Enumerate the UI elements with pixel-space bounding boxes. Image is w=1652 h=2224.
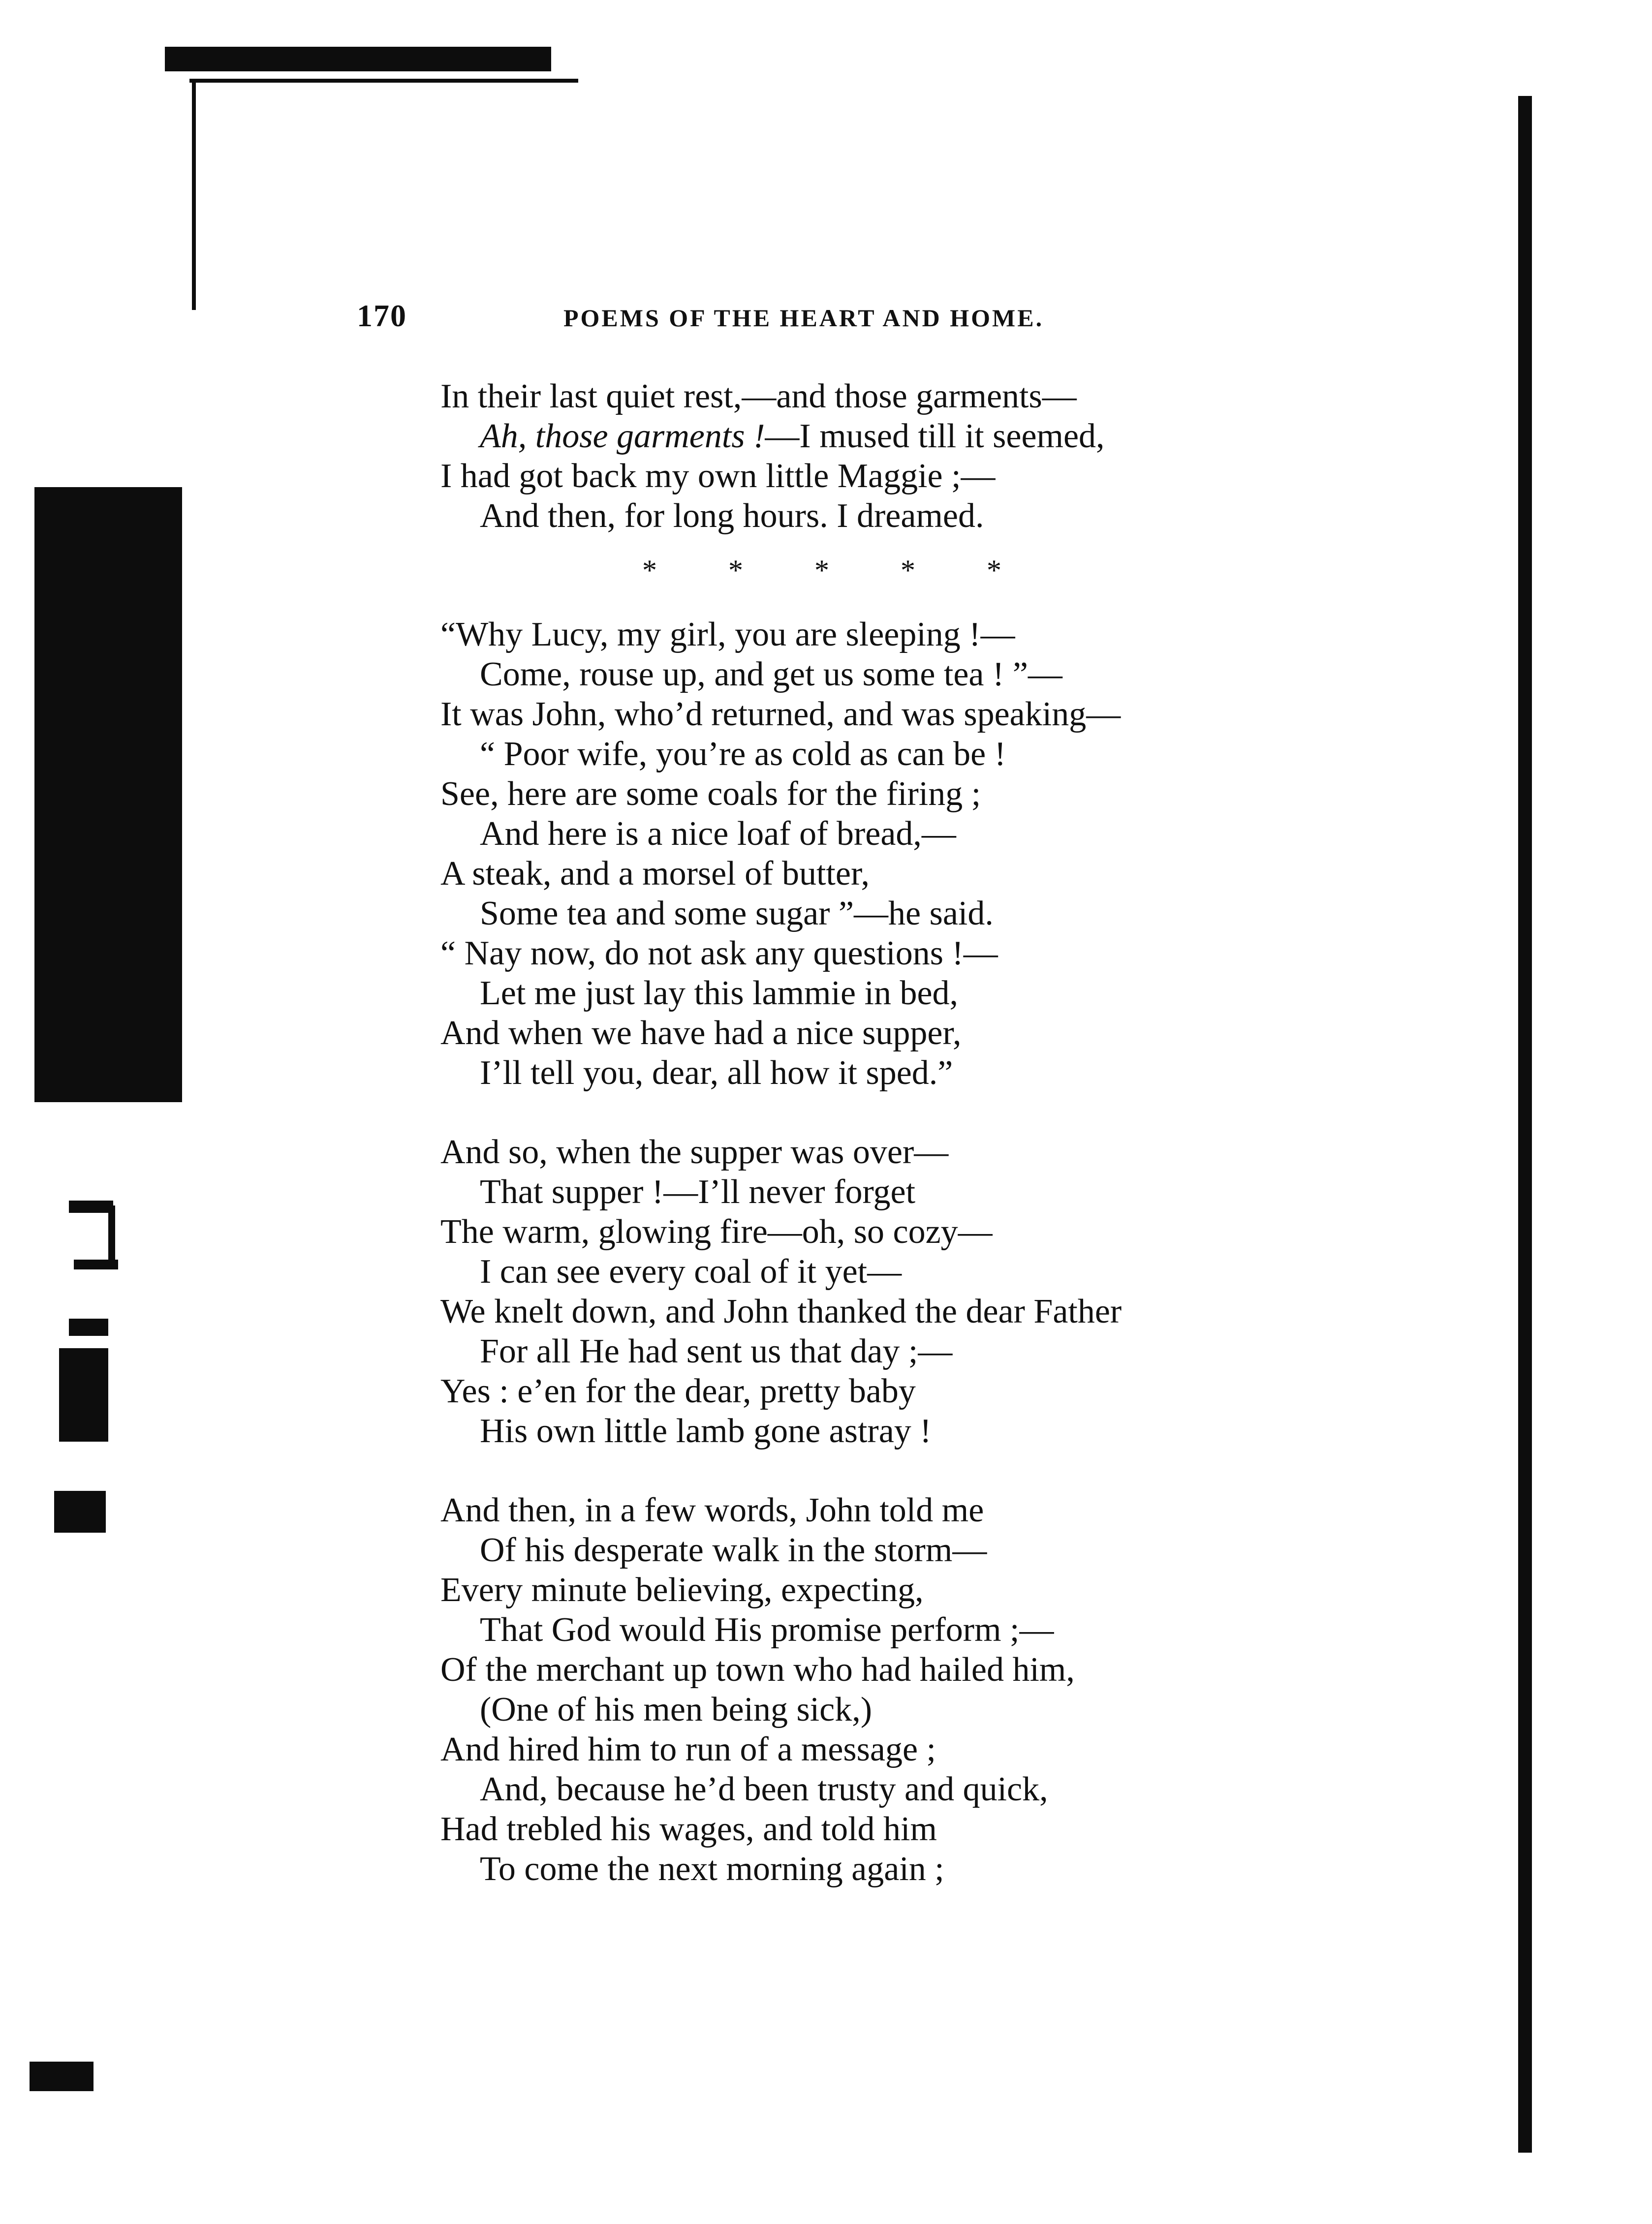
poem-line: And, because he’d been trusty and quick, xyxy=(480,1770,1048,1808)
poem-line: And then, for long hours. I dreamed. xyxy=(480,497,984,535)
section-break xyxy=(440,536,1375,615)
poem-line: For all He had sent us that day ;— xyxy=(480,1332,953,1370)
poem-line: And when we have had a nice supper, xyxy=(440,1014,962,1052)
poem-line: His own little lamb gone astray ! xyxy=(480,1412,932,1450)
poem-line: We knelt down, and John thanked the dear Father xyxy=(440,1293,1122,1330)
stanza-gap xyxy=(440,1093,1375,1132)
page-number: 170 xyxy=(357,298,407,333)
star: * xyxy=(987,554,1001,587)
scan-edge-right xyxy=(1518,96,1532,2153)
poem-body xyxy=(440,376,1375,1889)
poem-line: To come the next morning again ; xyxy=(480,1850,944,1888)
star: * xyxy=(728,554,743,587)
poem-line: The warm, glowing fire—oh, so cozy— xyxy=(440,1213,993,1251)
star: * xyxy=(901,554,915,587)
scan-bar-3 xyxy=(69,1319,108,1336)
star: * xyxy=(642,554,657,587)
stanza-2 xyxy=(440,615,1375,1093)
star: * xyxy=(814,554,829,587)
italic-phrase: Ah, those garments ! xyxy=(480,417,765,455)
poem-line: That supper !—I’ll never forget xyxy=(480,1173,916,1211)
scan-bar-6 xyxy=(30,2062,94,2091)
poem-line: “ Poor wife, you’re as cold as can be ! xyxy=(480,735,1006,773)
poem-line: (One of his men being sick,) xyxy=(480,1691,873,1729)
poem-line: I’ll tell you, dear, all how it sped.” xyxy=(480,1054,953,1092)
poem-line: Had trebled his wages, and told him xyxy=(440,1810,937,1848)
poem-line: A steak, and a morsel of butter, xyxy=(440,855,870,893)
poem-line: “ Nay now, do not ask any questions !— xyxy=(440,934,998,972)
poem-line: I had got back my own little Maggie ;— xyxy=(440,457,996,495)
stanza-1 xyxy=(440,376,1375,536)
poem-line: Of the merchant up town who had hailed him, xyxy=(440,1651,1075,1689)
poem-line: And then, in a few words, John told me xyxy=(440,1491,984,1529)
stanza-gap xyxy=(440,1451,1375,1490)
poem-line: “Why Lucy, my girl, you are sleeping !— xyxy=(440,616,1015,653)
poem-line: It was John, who’d returned, and was speaking— xyxy=(440,695,1121,733)
poem-line: Some tea and some sugar ”—he said. xyxy=(480,895,994,932)
poem-line: Of his desperate walk in the storm— xyxy=(480,1531,987,1569)
poem-line: See, here are some coals for the firing ; xyxy=(440,775,981,813)
poem-line: I can see every coal of it yet— xyxy=(480,1253,902,1291)
stanza-4 xyxy=(440,1490,1375,1889)
scan-edge-left-dark xyxy=(34,487,182,1102)
scan-border-top-thin xyxy=(189,79,578,83)
scan-bar-1 xyxy=(69,1201,113,1213)
poem-line: In their last quiet rest,—and those garments— xyxy=(440,377,1077,415)
poem-line: Let me just lay this lammie in bed, xyxy=(480,974,959,1012)
scan-border-top xyxy=(165,47,551,71)
poem-line: That God would His promise perform ;— xyxy=(480,1611,1054,1649)
running-title: POEMS OF THE HEART AND HOME. xyxy=(563,304,1044,332)
poem-line: Every minute believing, expecting, xyxy=(440,1571,924,1609)
poem-line: And hired him to run of a message ; xyxy=(440,1730,936,1768)
page-header xyxy=(357,298,1169,342)
poem-line: And here is a nice loaf of bread,— xyxy=(480,815,956,853)
poem-line xyxy=(440,416,1375,456)
poem-line: Yes : e’en for the dear, pretty baby xyxy=(440,1372,916,1410)
scan-bar-4 xyxy=(59,1348,108,1442)
poem-line-text: —I mused till it seemed, xyxy=(765,417,1105,455)
poem-line: Come, rouse up, and get us some tea ! ”— xyxy=(480,655,1062,693)
scan-border-left-thin xyxy=(192,79,196,310)
scan-bar-7 xyxy=(108,1205,115,1265)
poem-line: And so, when the supper was over— xyxy=(440,1133,949,1171)
scan-bar-5 xyxy=(54,1491,106,1533)
stanza-3 xyxy=(440,1132,1375,1451)
